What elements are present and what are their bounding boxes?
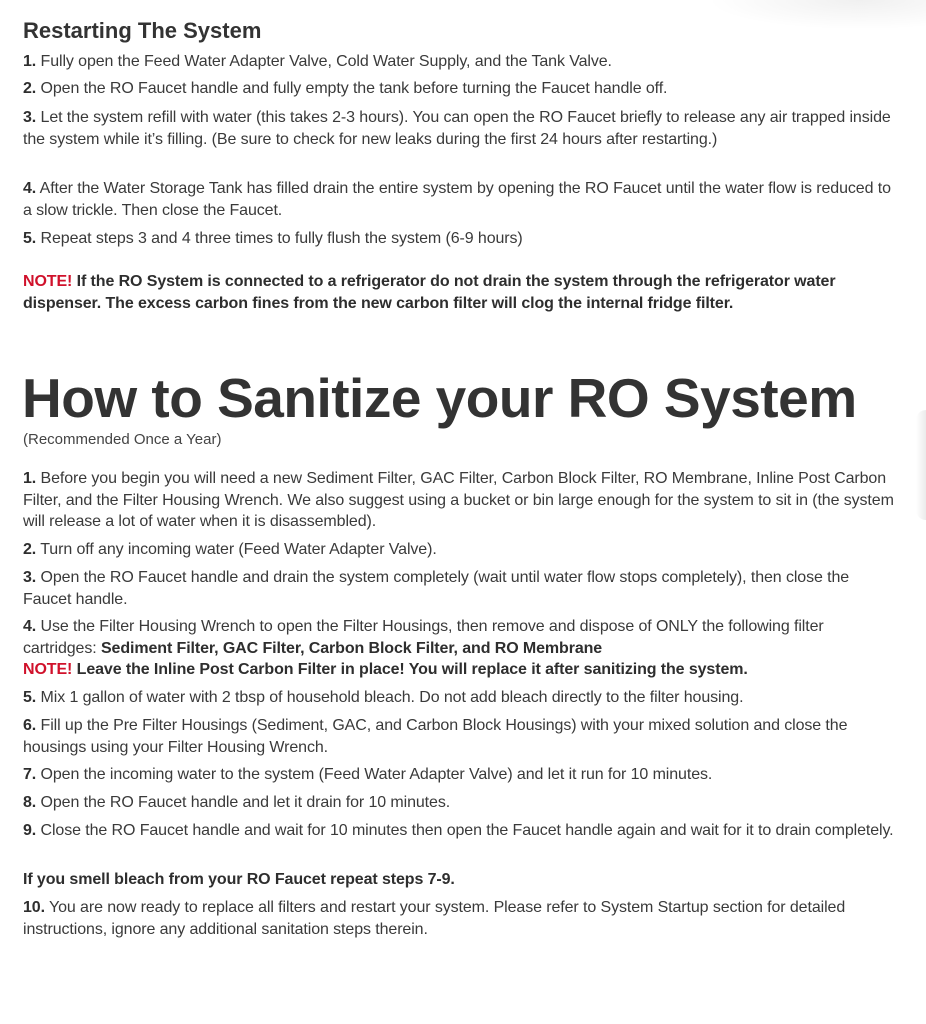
step-text: Fully open the Feed Water Adapter Valve, Cold Water Supply, and the Tank Valve. [40,53,612,70]
sanitize-step-2 [23,539,898,561]
step-number: 8. [23,794,37,811]
sanitize-title: How to Sanitize your RO System [22,367,857,429]
note-label: NOTE! [23,273,73,290]
sanitize-step-7 [23,764,898,786]
restart-step-1 [23,51,898,73]
sanitize-step-10 [23,897,898,940]
sanitize-subtitle: (Recommended Once a Year) [23,431,222,448]
note-label: NOTE! [23,661,73,678]
restart-step-2 [23,78,898,100]
step-text: Fill up the Pre Filter Housings (Sediment, GAC, and Carbon Block Housings) with your mixed solution and close the housings using your Filter Housing Wrench. [23,717,848,756]
step-number: 1. [23,53,37,70]
restart-step-3 [23,107,898,150]
step-number: 4. [23,618,37,635]
step-text: Repeat steps 3 and 4 three times to fully flush the system (6-9 hours) [40,230,523,247]
step-number: 10. [23,899,45,916]
restart-step-4 [23,178,898,221]
step-text: Open the RO Faucet handle and fully empty the tank before turning the Faucet handle off. [40,80,668,97]
step-number: 3. [23,569,37,586]
sanitize-step-4 [23,616,898,681]
step-number: 4. [23,180,37,197]
filter-list: Sediment Filter, GAC Filter, Carbon Block Filter, and RO Membrane [100,639,603,657]
step-text: Use the Filter Housing Wrench to open the Filter Housings, then remove and dispose of ONLY the following filter cartridges: [23,618,824,657]
sanitize-step-5 [23,687,898,709]
sanitize-step-1 [23,468,898,533]
step-number: 1. [23,470,37,487]
step-number: 2. [23,80,37,97]
step-text: After the Water Storage Tank has filled drain the entire system by opening the RO Faucet until the water flow is reduced to a slow trickle. Then close the Faucet. [23,180,891,219]
step-number: 5. [23,230,37,247]
step-number: 9. [23,822,37,839]
step-number: 6. [23,717,37,734]
step-text: Open the RO Faucet handle and let it drain for 10 minutes. [40,794,451,811]
step-number: 5. [23,689,37,706]
restart-note [23,271,898,314]
step-text: Mix 1 gallon of water with 2 tbsp of household bleach. Do not add bleach directly to the filter housing. [40,689,744,706]
note-text: If the RO System is connected to a refrigerator do not drain the system through the refrigerator water dispenser. The excess carbon fines from the new carbon filter will clog the internal fridge filter. [23,273,836,312]
restart-heading: Restarting The System [23,18,262,43]
bleach-note: If you smell bleach from your RO Faucet repeat steps 7-9. [23,871,455,888]
sanitize-step-9 [23,820,898,842]
restart-step-5 [23,228,898,250]
sanitize-step-3 [23,567,898,610]
step-text: Let the system refill with water (this takes 2-3 hours). You can open the RO Faucet briefly to release any air trapped inside the system while it’s filling. (Be sure to check for new leaks during the first 24 hours after restarting.) [23,109,891,148]
step-text: Before you begin you will need a new Sediment Filter, GAC Filter, Carbon Block Filter, RO Membrane, Inline Post Carbon Filter, and the Filter Housing Wrench. We also suggest using a bucket or bin large enough for the system to sit in (the system will release a lot of water when it is disassembled). [23,470,894,530]
step-text: Open the incoming water to the system (Feed Water Adapter Valve) and let it run for 10 minutes. [40,766,713,783]
page-shadow [706,0,926,30]
step-text: You are now ready to replace all filters and restart your system. Please refer to System Startup section for detailed instructions, ignore any additional sanitation steps therein. [23,899,846,938]
step-text: Open the RO Faucet handle and drain the system completely (wait until water flow stops completely), then close the Faucet handle. [23,569,850,608]
sanitize-step-6 [23,715,898,758]
step-number: 3. [23,109,37,126]
sanitize-step-8 [23,792,898,814]
page-edge-shadow [916,410,926,520]
step-number: 2. [23,541,37,558]
step-number: 7. [23,766,37,783]
step-text: Close the RO Faucet handle and wait for 10 minutes then open the Faucet handle again and wait for it to drain completely. [40,822,894,839]
step-text: Turn off any incoming water (Feed Water Adapter Valve). [40,541,437,558]
note-text: Leave the Inline Post Carbon Filter in place! You will replace it after sanitizing the system. [76,661,748,678]
